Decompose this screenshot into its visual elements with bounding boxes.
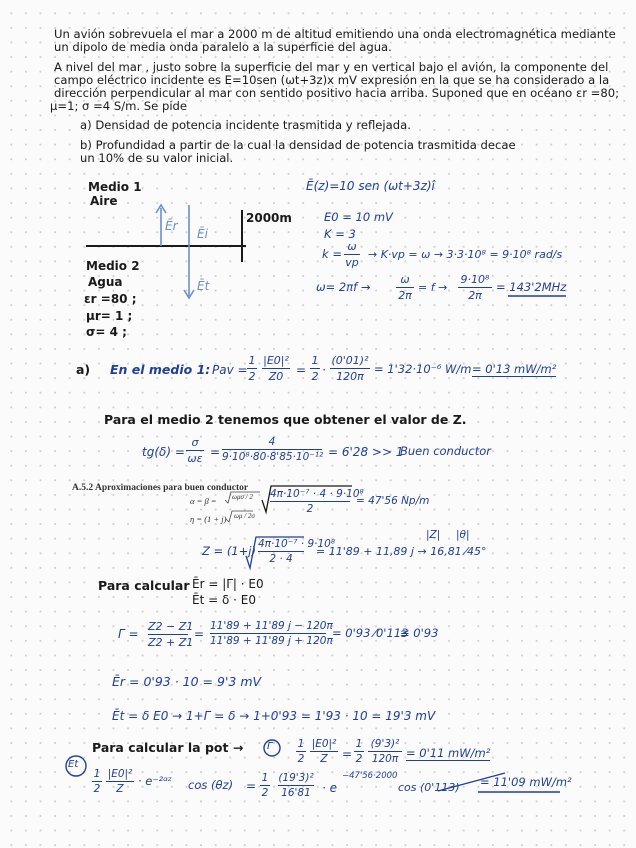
reflected-field-label: Ēr — [165, 219, 178, 233]
half-fraction-3: 1 2 — [297, 738, 305, 765]
gamma-fraction-numeric: 11'89 + 11'89 j − 120π 11'89 + 11'89 j + 120π — [210, 620, 333, 647]
alpha-formula: α = β = — [190, 496, 217, 506]
mu-label: μr= 1 ; — [86, 309, 133, 323]
tg-label: tg(δ) = — [142, 445, 185, 459]
half-fraction-4: 1 2 — [355, 738, 363, 765]
gamma-approx: ≅ 0'93 — [400, 626, 439, 640]
e0-over-z0: |E0|² Z0 — [263, 354, 289, 383]
pav-dot: · — [322, 363, 326, 377]
agua-label: Agua — [88, 275, 123, 289]
reflected-symbol: Γ — [267, 741, 273, 752]
transmitted-symbol: Et — [68, 759, 79, 770]
e0-over-z-r: |E0|² Z — [311, 738, 337, 765]
medio1-label: Medio 1 — [88, 180, 142, 194]
pav-result-1: = 1'32·10⁻⁶ W/m — [374, 362, 472, 376]
sigma-label: σ= 4 ; — [86, 325, 127, 339]
half-fraction-2: 1 2 — [311, 354, 319, 383]
k-chain: → K·vp = ω → 3·3·10⁸ = 9·10⁸ rad/s — [368, 248, 563, 261]
eta-radicand: ωμ / 2σ — [234, 512, 255, 520]
epsilon-label: εr =80 ; — [84, 292, 137, 306]
pr-eq: = — [342, 747, 353, 761]
transmitted-field-label: Ēt — [197, 279, 210, 293]
pot-heading: Para calcular la pot → — [92, 740, 244, 755]
pav-label: Pav = — [212, 363, 248, 377]
problem-line-3: A nivel del mar , justo sobre la superficie del mar y en vertical bajo el avión, la componente del — [54, 60, 609, 74]
tg-result: = 6'28 >> 1 — [328, 445, 404, 459]
pt-result: = 11'09 mW/m² — [480, 775, 572, 789]
crossed-exponent: −47'56·2000 — [342, 771, 398, 781]
pr-fraction: (9'3)² 120π — [368, 738, 402, 765]
et-definition: Ēt = δ · E0 — [192, 593, 256, 607]
omega-eq: ω= 2πf → — [316, 280, 371, 294]
problem-line-2: un dipolo de media onda paralelo a la superficie del agua. — [54, 40, 392, 54]
impedance-result: = 11'89 + 11,89 j → 16,81 ⁄45° — [316, 545, 487, 558]
exp-factor: · e⁻²ᵅᶻ — [138, 774, 172, 788]
half-fraction-1: 1 2 — [248, 354, 256, 383]
medio1-heading: En el medio 1: — [110, 362, 211, 377]
gamma-eq: = — [194, 627, 205, 641]
problem-line-6: μ=1; σ =4 S/m. Se pide — [50, 99, 188, 113]
mod-z-label: |Z| — [426, 529, 441, 541]
e0-value: E0 = 10 mV — [324, 210, 393, 224]
er-definition: Ēr = |Γ| · E0 — [192, 577, 264, 591]
e0-over-z-t: |E0|² Z — [107, 768, 133, 795]
gamma-label: Γ = — [118, 627, 139, 641]
theta-label: |θ| — [456, 529, 470, 541]
impedance-z: Z = (1+j) — [202, 544, 256, 558]
alpha-radicand: ωμσ / 2 — [232, 493, 253, 501]
k-fraction: ω vp — [345, 240, 359, 269]
alpha-calc-fraction: 4π·10⁻⁷ · 4 · 9·10⁸ 2 — [270, 488, 364, 515]
pav-fraction: (0'01)² 120π — [331, 354, 369, 383]
alpha-result: = 47'56 Np/m — [356, 495, 430, 507]
pt-eq: = — [246, 779, 257, 793]
textbook-heading: A.5.2 Aproximaciones para buen conductor — [72, 483, 249, 493]
height-label: 2000m — [246, 211, 292, 225]
tg-fraction: 4 9·10⁸·80·8'85·10⁻¹² — [222, 436, 324, 463]
half-fraction-6: 1 2 — [261, 772, 269, 799]
field-expression: Ē(z)=10 sen (ωt+3z)î — [306, 179, 435, 193]
pr-result: = 0'11 mW/m² — [406, 746, 491, 760]
problem-line-5: dirección perpendicular al mar con sentido positivo hacia arriba. Suponed que en océano εr =80; — [54, 86, 620, 100]
para-calcular-heading: Para calcular — [98, 578, 190, 593]
problem-line-1: Un avión sobrevuela el mar a 2000 m de altitud emitiendo una onda electromagnética mediante — [54, 27, 616, 41]
buen-conductor: Buen conductor — [400, 444, 492, 458]
medio2-heading: Para el medio 2 tenemos que obtener el valor de Z. — [104, 412, 467, 427]
pt-fraction: (19'3)² 16'81 — [278, 772, 314, 799]
tg-eq: = — [210, 445, 221, 459]
f-eq: = f → — [418, 281, 448, 294]
pav-eq: = — [296, 363, 307, 377]
et-result: Ēt = δ E0 → 1+Γ = δ → 1+0'93 = 1'93 · 10 = 19'3 mV — [112, 709, 436, 723]
er-result: Ēr = 0'93 · 10 = 9'3 mV — [112, 674, 262, 689]
f-fraction: 9·10⁸ 2π — [458, 273, 492, 302]
k-eq: k = — [322, 247, 342, 261]
gamma-result: = 0'93 ⁄0'113 — [332, 626, 409, 640]
k-value: K = 3 — [324, 227, 356, 241]
question-b-line-1: b) Profundidad a partir de la cual la densidad de potencia trasmitida decae — [80, 138, 516, 152]
problem-line-4: campo eléctrico incidente es E=10sen (ωt+3z)x mV expresión en la que se ha considerado a la — [54, 73, 610, 87]
f-result: = 143'2MHz — [496, 280, 567, 294]
cos-factor-2: cos (0'113) — [398, 781, 460, 794]
part-a-label: a) — [76, 362, 91, 377]
omega-fraction: ω 2π — [396, 273, 414, 302]
exp-factor-2: · e — [322, 781, 338, 795]
medio2-label: Medio 2 — [86, 259, 140, 273]
half-fraction-5: 1 2 — [93, 768, 101, 795]
question-b-line-2: un 10% de su valor inicial. — [80, 151, 234, 165]
pav-result-2: = 0'13 mW/m² — [472, 362, 557, 376]
gamma-fraction-symbolic: Z2 − Z1 Z2 + Z1 — [148, 620, 194, 649]
aire-label: Aire — [90, 194, 118, 208]
cos-factor: cos (θz) — [188, 778, 234, 792]
sigma-over-omega-eps: σ ωε — [187, 436, 203, 465]
eta-formula: η = (1 + j) — [190, 514, 227, 524]
question-a: a) Densidad de potencia incidente trasmitida y reflejada. — [80, 118, 411, 132]
incident-field-label: Ēi — [197, 227, 208, 241]
impedance-fraction: 4π·10⁻⁷ · 9·10⁸ 2 · 4 — [258, 538, 336, 565]
